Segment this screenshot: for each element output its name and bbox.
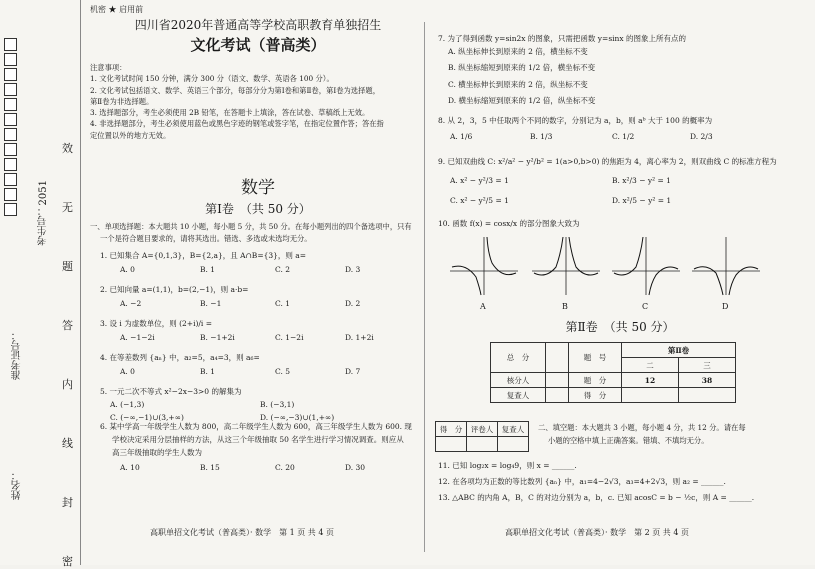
graph-b [530, 233, 602, 297]
note-item: 2. 文化考试包括语文、数学、英语三个部分，每部分分为第Ⅰ卷和第Ⅱ卷，第Ⅰ卷为选择题， [90, 85, 380, 95]
q9-option-a: A. x² − y²/3 = 1 [450, 176, 509, 185]
grade-box [435, 421, 529, 452]
q5-option-d: D. (−∞,−3)∪(1,+∞) [260, 413, 335, 422]
note-item: 定位置以外的地方无效。 [90, 130, 171, 140]
q8-option-c: C. 1/2 [612, 132, 635, 141]
q9-stem: 9. 已知双曲线 C: x²/a² − y²/b² = 1(a>0,b>0) 的焦距为 4，离心率为 2，则双曲线 C 的标准方程为 [438, 157, 777, 166]
q3-stem: 3. 设 i 为虚数单位，则 (2+i)/i = [100, 319, 212, 328]
grade-score-label: 得 分 [436, 422, 467, 437]
q6-option-c: C. 20 [275, 463, 295, 472]
q2-option-a: A. −2 [120, 299, 142, 308]
q1-stem: 1. 已知集合 A={0,1,3}，B={2,a}，且 A∩B={3}，则 a= [100, 251, 307, 260]
volume-2-header: 第Ⅱ卷 [622, 343, 736, 358]
q3-option-a: A. −1−2i [120, 333, 155, 342]
section-2-instructions: 二、填空题：本大题共 3 小题，每小题 4 分，共 12 分。请在每 [538, 423, 746, 432]
exam-subtitle: 文化考试（普高类） [190, 36, 326, 54]
q7-option-a: A. 纵坐标伸长到原来的 2 倍，横坐标不变 [448, 47, 588, 56]
graph-d [690, 233, 762, 297]
q1-option-d: D. 3 [345, 265, 361, 274]
id-boxes [4, 38, 17, 216]
q4-option-a: A. 0 [120, 367, 135, 376]
score-row-label: 题 分 [569, 373, 622, 388]
seal-char: 题 [62, 260, 73, 273]
q11: 11. 已知 log₂x = log₄9，则 x = ______. [438, 461, 577, 470]
note-item: 第Ⅱ卷为非选择题。 [90, 96, 154, 106]
note-item: 3. 选择题部分，考生必须使用 2B 铅笔，在答题卡上填涂，答在试卷、草稿纸上无效。 [90, 108, 370, 118]
score-table [490, 342, 736, 403]
q9-option-c: C. x² − y²/5 = 1 [450, 196, 509, 205]
q2-option-d: D. 2 [345, 299, 361, 308]
q2-option-c: C. 1 [275, 299, 291, 308]
q7-option-c: C. 横坐标伸长到原来的 2 倍，纵坐标不变 [448, 80, 588, 89]
note-item: 1. 文化考试时间 150 分钟，满分 300 分（语文、数学、英语各 100 分）。 [90, 74, 334, 84]
section-1-instructions-2: 一个是符合题目要求的，请将其选出。错选、多选或未选均无分。 [100, 234, 312, 243]
q5-option-a: A. (−1,3) [110, 400, 145, 409]
left-footer: 高职单招文化考试（普高类）· 数学 第 1 页 共 4 页 [150, 528, 334, 537]
q8-stem: 8. 从 2，3，5 中任取两个不同的数字，分别记为 a，b，则 aᵇ 大于 100 的概率为 [438, 116, 713, 125]
q6-option-a: A. 10 [120, 463, 140, 472]
q2-stem: 2. 已知向量 a=(1,1)，b=(2,−1)，则 a·b= [100, 285, 249, 294]
graph-c [610, 233, 682, 297]
q4-option-c: C. 5 [275, 367, 291, 376]
q5-option-b: B. (−3,1) [260, 400, 295, 409]
q1-option-b: B. 1 [200, 265, 216, 274]
q5-stem: 5. 一元二次不等式 x²−2x−3>0 的解集为 [100, 387, 242, 396]
q12: 12. 在各项均为正数的等比数列 {aₙ} 中，a₁=4−2√3，a₃=4+2√3，则 a₂ = ______. [438, 477, 726, 486]
note-item: 4. 非选择题部分，考生必须使用蓝色或黑色字迹的钢笔或签字笔，在指定位置作答；答在指 [90, 119, 384, 129]
q6-line2: 学校决定采用分层抽样的方法，从这三个年级抽取 50 名学生进行学习情况调查。则应从 [112, 435, 404, 444]
right-footer: 高职单招文化考试（普高类）· 数学 第 2 页 共 4 页 [505, 528, 689, 537]
q6-option-b: B. 15 [200, 463, 220, 472]
seal-char: 封 [62, 496, 73, 509]
q7-stem: 7. 为了得到函数 y=sin2x 的图象，只需把函数 y=sinx 的图象上所有点的 [438, 34, 687, 43]
notes-heading: 注意事项： [90, 63, 127, 72]
seal-char: 密 [62, 555, 73, 568]
q9-option-b: B. x²/3 − y² = 1 [612, 176, 671, 185]
exam-title: 四川省2020年普通高等学校高职教育单独招生 [134, 18, 382, 32]
q1-option-a: A. 0 [120, 265, 135, 274]
q3-option-b: B. −1+2i [200, 333, 235, 342]
question-number-label: 题 号 [569, 343, 622, 373]
volume-1-title: 第Ⅰ卷 （共 50 分） [205, 202, 311, 216]
subject-title: 数学 [241, 178, 275, 198]
ticket-label: 准考证号： [12, 330, 23, 380]
q8-option-d: D. 2/3 [690, 132, 713, 141]
seal-char: 线 [62, 437, 73, 450]
checker-label: 复查人 [491, 388, 546, 403]
section-2-instructions-2: 小题的空格中填上正确答案。错填、不填均无分。 [548, 436, 709, 445]
q10-stem: 10. 函数 f(x) = cosx/x 的部分图象大致为 [438, 219, 580, 228]
reviewer-label: 核分人 [491, 373, 546, 388]
q2-option-b: B. −1 [200, 299, 222, 308]
seal-char: 无 [62, 201, 73, 214]
graph-a [448, 233, 520, 297]
q6-option-d: D. 30 [345, 463, 366, 472]
q3-option-c: C. 1−2i [275, 333, 304, 342]
name-label: 姓名： [12, 470, 23, 500]
score-two: 12 [622, 373, 679, 388]
q6-line1: 6. 某中学高一年级学生人数为 800，高二年级学生人数为 600，高三年级学生人数为 600. 现 [100, 422, 412, 431]
section-1-instructions: 一、单项选择题：本大题共 10 小题，每小题 5 分，共 50 分。在每小题列出的四个备选项中，只有 [90, 222, 412, 231]
get-score-label: 得 分 [569, 388, 622, 403]
graph-label-c: C [642, 302, 649, 311]
binding-margin [0, 0, 81, 568]
seal-char: 效 [62, 142, 73, 155]
col-two: 二 [622, 358, 679, 373]
q9-option-d: D. x²/5 − y² = 1 [612, 196, 672, 205]
notes-block [90, 62, 415, 141]
graph-label-a: A [480, 302, 486, 311]
confidential-mark: 机密 ★ 启用前 [90, 5, 144, 14]
q4-stem: 4. 在等差数列 {aₙ} 中，a₂=5，a₄=3，则 a₆= [100, 353, 260, 362]
score-three: 38 [679, 373, 736, 388]
q6-line3: 高三年级抽取的学生人数为 [112, 448, 202, 457]
q4-option-b: B. 1 [200, 367, 216, 376]
q8-option-b: B. 1/3 [530, 132, 553, 141]
q4-option-d: D. 7 [345, 367, 361, 376]
volume-2-title: 第Ⅱ卷 （共 50 分） [565, 320, 675, 334]
q7-option-b: B. 纵坐标缩短到原来的 1/2 倍，横坐标不变 [448, 63, 596, 72]
seal-line [62, 140, 73, 569]
q13: 13. △ABC 的内角 A，B，C 的对边分别为 a，b，c. 已知 acosC = b − ½c，则 A = ______. [438, 493, 755, 502]
seal-char: 内 [62, 378, 73, 391]
q7-option-d: D. 横坐标缩短到原来的 1/2 倍，纵坐标不变 [448, 96, 596, 105]
graph-label-b: B [562, 302, 568, 311]
examinee-label: 考生号：2051 [38, 180, 49, 246]
q8-option-a: A. 1/6 [450, 132, 473, 141]
seal-char: 答 [62, 319, 73, 332]
q5-option-c: C. (−∞,−1)∪(3,+∞) [110, 413, 184, 422]
q3-option-d: D. 1+2i [345, 333, 374, 342]
q1-option-c: C. 2 [275, 265, 291, 274]
graph-label-d: D [722, 302, 729, 311]
total-score-label: 总 分 [491, 343, 546, 373]
page-divider [424, 22, 425, 552]
grade-checker-label: 复查人 [498, 422, 529, 437]
grade-grader-label: 评卷人 [467, 422, 498, 437]
col-three: 三 [679, 358, 736, 373]
